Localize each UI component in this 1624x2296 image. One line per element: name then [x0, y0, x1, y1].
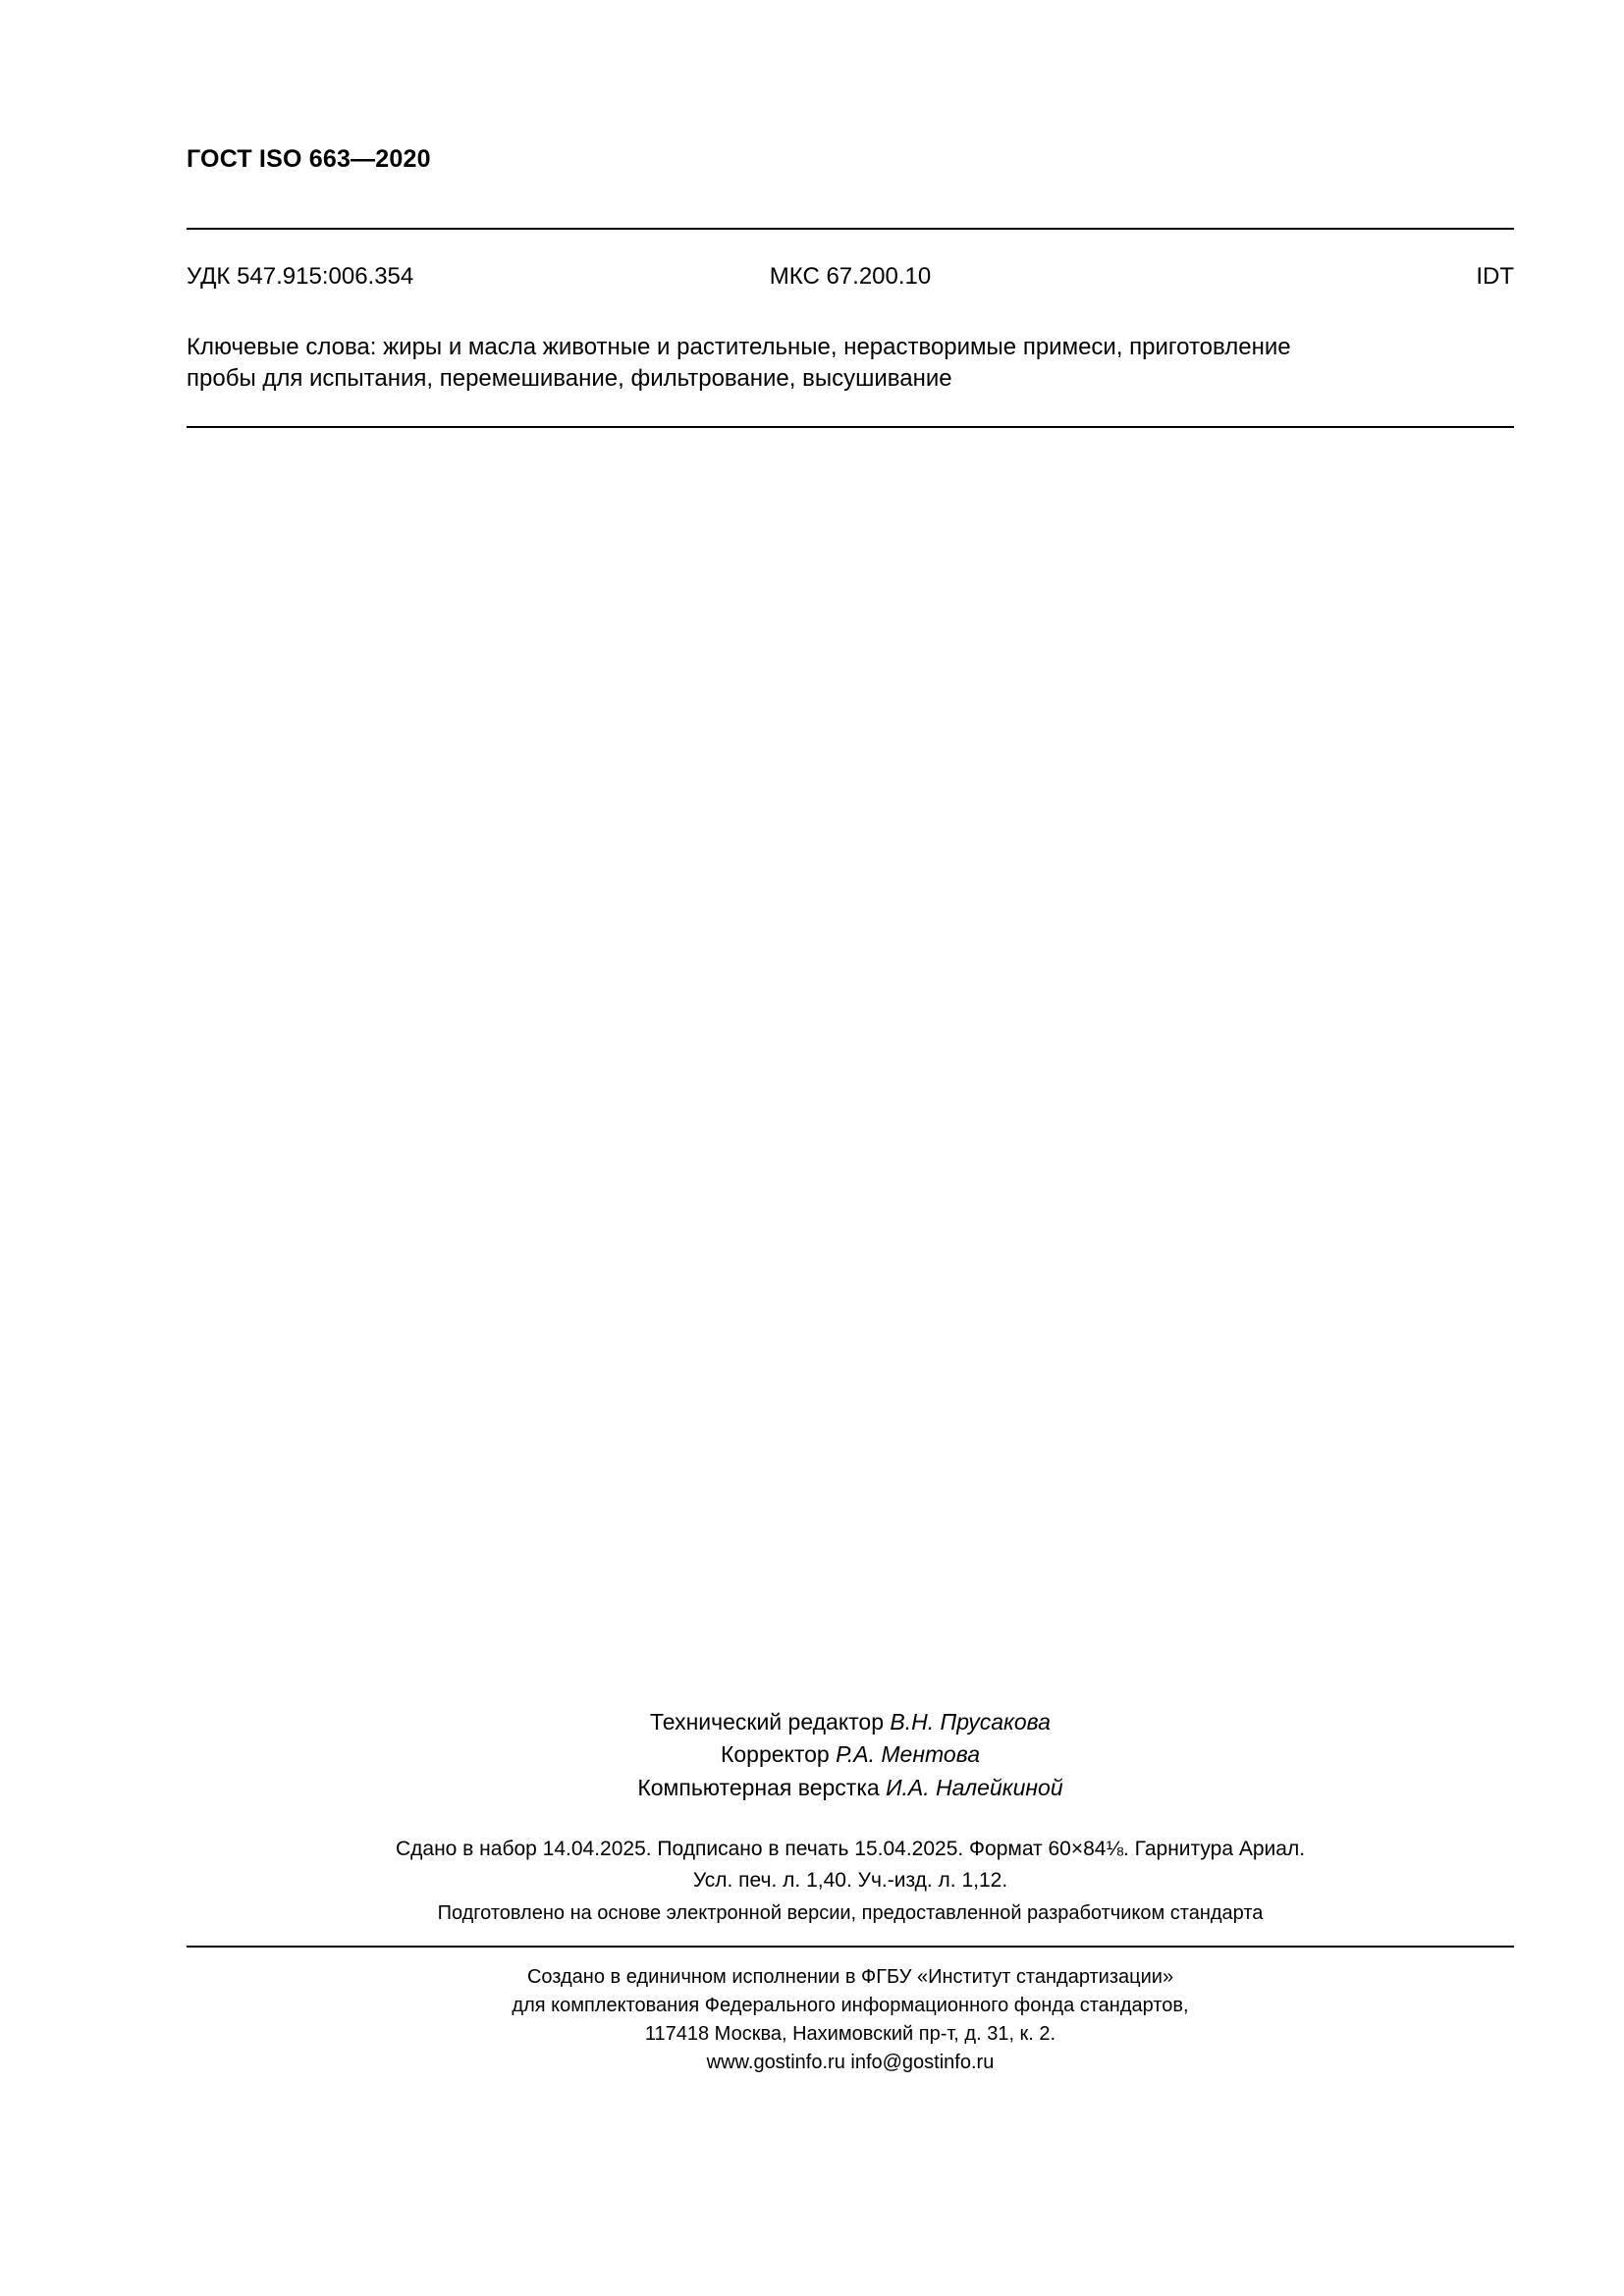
- credit-role: Компьютерная верстка: [637, 1774, 887, 1800]
- prepared-note: Подготовлено на основе электронной версии, предоставленной разработчиком стандарта: [437, 1902, 1264, 1924]
- print-info-line-2: Усл. печ. л. 1,40. Уч.-изд. л. 1,12.: [692, 1868, 1008, 1892]
- horizontal-rule-bottom: [187, 1946, 1514, 1948]
- credit-name: Р.А. Ментова: [836, 1741, 980, 1768]
- credit-name: В.Н. Прусакова: [890, 1709, 1051, 1735]
- footer-line-2: для комплектования Федерального информационного фонда стандартов,: [512, 1995, 1189, 2016]
- udk-code: УДК 547.915:006.354: [187, 263, 414, 290]
- keywords-block: [187, 332, 1514, 396]
- print-info-block: [187, 1834, 1514, 1896]
- credit-line: [187, 1738, 1514, 1771]
- credit-line: [187, 1706, 1514, 1738]
- credits-block: [187, 1706, 1514, 1804]
- classification-codes-row: [187, 263, 1514, 291]
- mks-code: МКС 67.200.10: [769, 263, 932, 290]
- credit-role: Технический редактор: [650, 1709, 891, 1735]
- print-info-line-1: Сдано в набор 14.04.2025. Подписано в печать 15.04.2025. Формат 60×84⅛. Гарнитура Ариал.: [395, 1838, 1306, 1860]
- idt-marker: IDT: [1476, 263, 1514, 290]
- credit-role: Корректор: [720, 1741, 837, 1768]
- footer-contacts: www.gostinfo.ru info@gostinfo.ru: [706, 2052, 995, 2073]
- footer-line-3: 117418 Москва, Нахимовский пр-т, д. 31, к. 2.: [644, 2023, 1056, 2045]
- publisher-footer: [187, 1963, 1514, 2077]
- keywords-line-2: пробы для испытания, перемешивание, фильтрование, высушивание: [187, 365, 952, 393]
- horizontal-rule-top: [187, 228, 1514, 230]
- page-title: ГОСТ ISO 663—2020: [187, 145, 431, 173]
- credit-name: И.А. Налейкиной: [886, 1774, 1063, 1800]
- credit-line: [187, 1772, 1514, 1804]
- keywords-line-1: Ключевые слова: жиры и масла животные и растительные, нерастворимые примеси, приготовление: [187, 334, 1291, 360]
- horizontal-rule-middle: [187, 426, 1514, 428]
- footer-line-1: Создано в единичном исполнении в ФГБУ «Институт стандартизации»: [526, 1966, 1174, 1988]
